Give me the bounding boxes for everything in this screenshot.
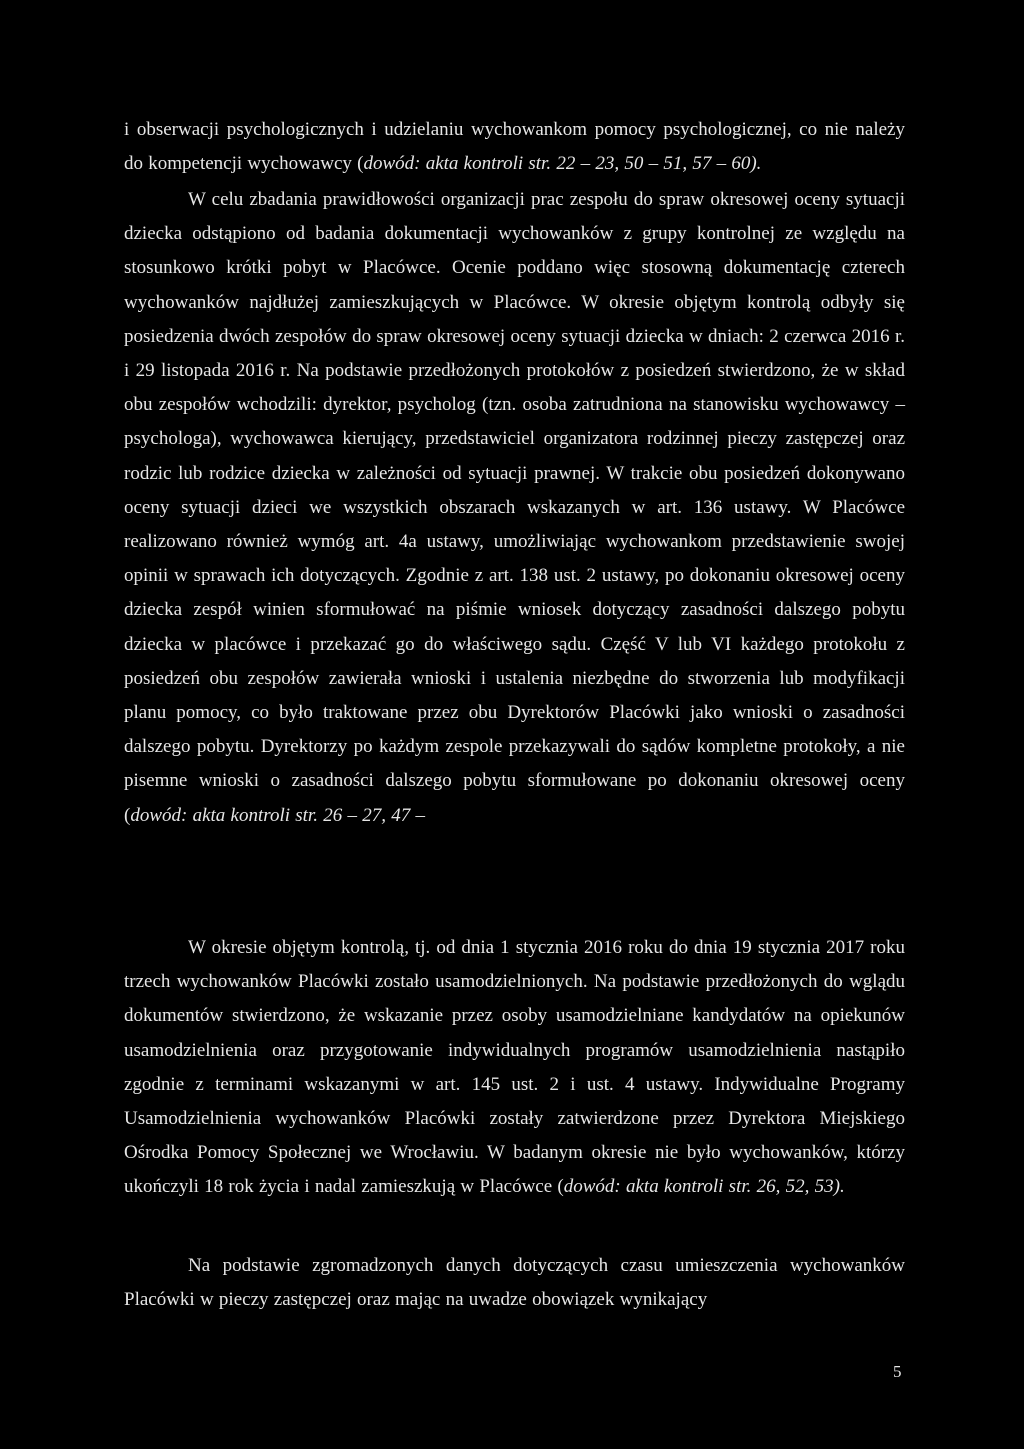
paragraph-text: W okresie objętym kontrolą, tj. od dnia 1 stycznia 2016 roku do dnia 19 stycznia 2017 roku trzech wychowanków Placówki zostało usamodzielnionych. Na podstawie przedłożonych do wglądu dokumentów stwierdzono, że wskazanie przez osoby usamodzielniane kandydatów na opiekunów usamodzielnienia oraz przygotowanie indywidualnych programów usamodzielnienia nastąpiło zgodnie z terminami wskazanymi w art. 145 ust. 2 i ust. 4 ustawy. Indywidualne Programy Usamodzielnienia wychowanków Placówki zostały zatwierdzone przez Dyrektora Miejskiego Ośrodka Pomocy Społecznej we Wrocławiu. W badanym okresie nie było wychowanków, którzy ukończyli 18 rok życia i nadal zamieszkują w Placówce ( bbox=[124, 937, 905, 1198]
evidence-reference: dowód: akta kontroli str. 26 – 27, 47 – bbox=[130, 804, 425, 826]
paragraph-independence bbox=[124, 931, 905, 1205]
paragraph-text: i obserwacji psychologicznych i udzielaniu wychowankom pomocy psychologicznej, co nie należy do kompetencji wychowawcy ( bbox=[124, 119, 905, 175]
paragraph-final bbox=[124, 1249, 905, 1317]
page-number: 5 bbox=[893, 1362, 902, 1381]
paragraph-text: W celu zbadania prawidłowości organizacji prac zespołu do spraw okresowej oceny sytuacji dziecka odstąpiono od badania dokumentacji wychowanków z grupy kontrolnej ze względu na stosunkowo krótki pobyt w Placówce. Ocenie poddano więc stosowną dokumentację czterech wychowanków najdłużej zamieszkujących w Placówce. W okresie objętym kontrolą odbyły się posiedzenia dwóch zespołów do spraw okresowej oceny sytuacji dziecka w dniach: 2 czerwca 2016 r. i 29 listopada 2016 r. Na podstawie przedłożonych protokołów z posiedzeń stwierdzono, że w skład obu zespołów wchodzili: dyrektor, psycholog (tzn. osoba zatrudniona na stanowisku wychowawcy – psychologa), wychowawca kierujący, przedstawiciel organizatora rodzinnej pieczy zastępczej oraz rodzic lub rodzice dziecka w zależności od sytuacji prawnej. W trakcie obu posiedzeń dokonywano oceny sytuacji dzieci we wszystkich obszarach wskazanych w art. 136 ustawy. W Placówce realizowano również wymóg art. 4a ustawy, umożliwiając wychowankom przedstawienie swojej opinii w sprawach ich dotyczących. Zgodnie z art. 138 ust. 2 ustawy, po dokonaniu okresowej oceny dziecka zespół winien sformułować na piśmie wniosek dotyczący zasadności dalszego pobytu dziecka w placówce i przekazać go do właściwego sądu. Część V lub VI każdego protokołu z posiedzeń obu zespołów zawierała wnioski i ustalenia niezbędne do stworzenia lub modyfikacji planu pomocy, co było traktowane przez obu Dyrektorów Placówki jako wnioski o zasadności dalszego pobytu. Dyrektorzy po każdym zespole przekazywali do sądów kompletne protokoły, a nie pisemne wnioski o zasadności dalszego pobytu sformułowane po dokonaniu okresowej oceny ( bbox=[124, 189, 905, 826]
evidence-reference: dowód: akta kontroli str. 26, 52, 53). bbox=[563, 1176, 845, 1198]
paragraph-team-assessment bbox=[124, 183, 905, 833]
paragraph-continuation bbox=[124, 113, 905, 181]
evidence-reference: dowód: akta kontroli str. 22 – 23, 50 – 51, 57 – 60). bbox=[363, 153, 762, 175]
paragraph-text: Na podstawie zgromadzonych danych dotyczących czasu umieszczenia wychowanków Placówki w pieczy zastępczej oraz mając na uwadze obowiązek wynikający bbox=[124, 1255, 905, 1311]
